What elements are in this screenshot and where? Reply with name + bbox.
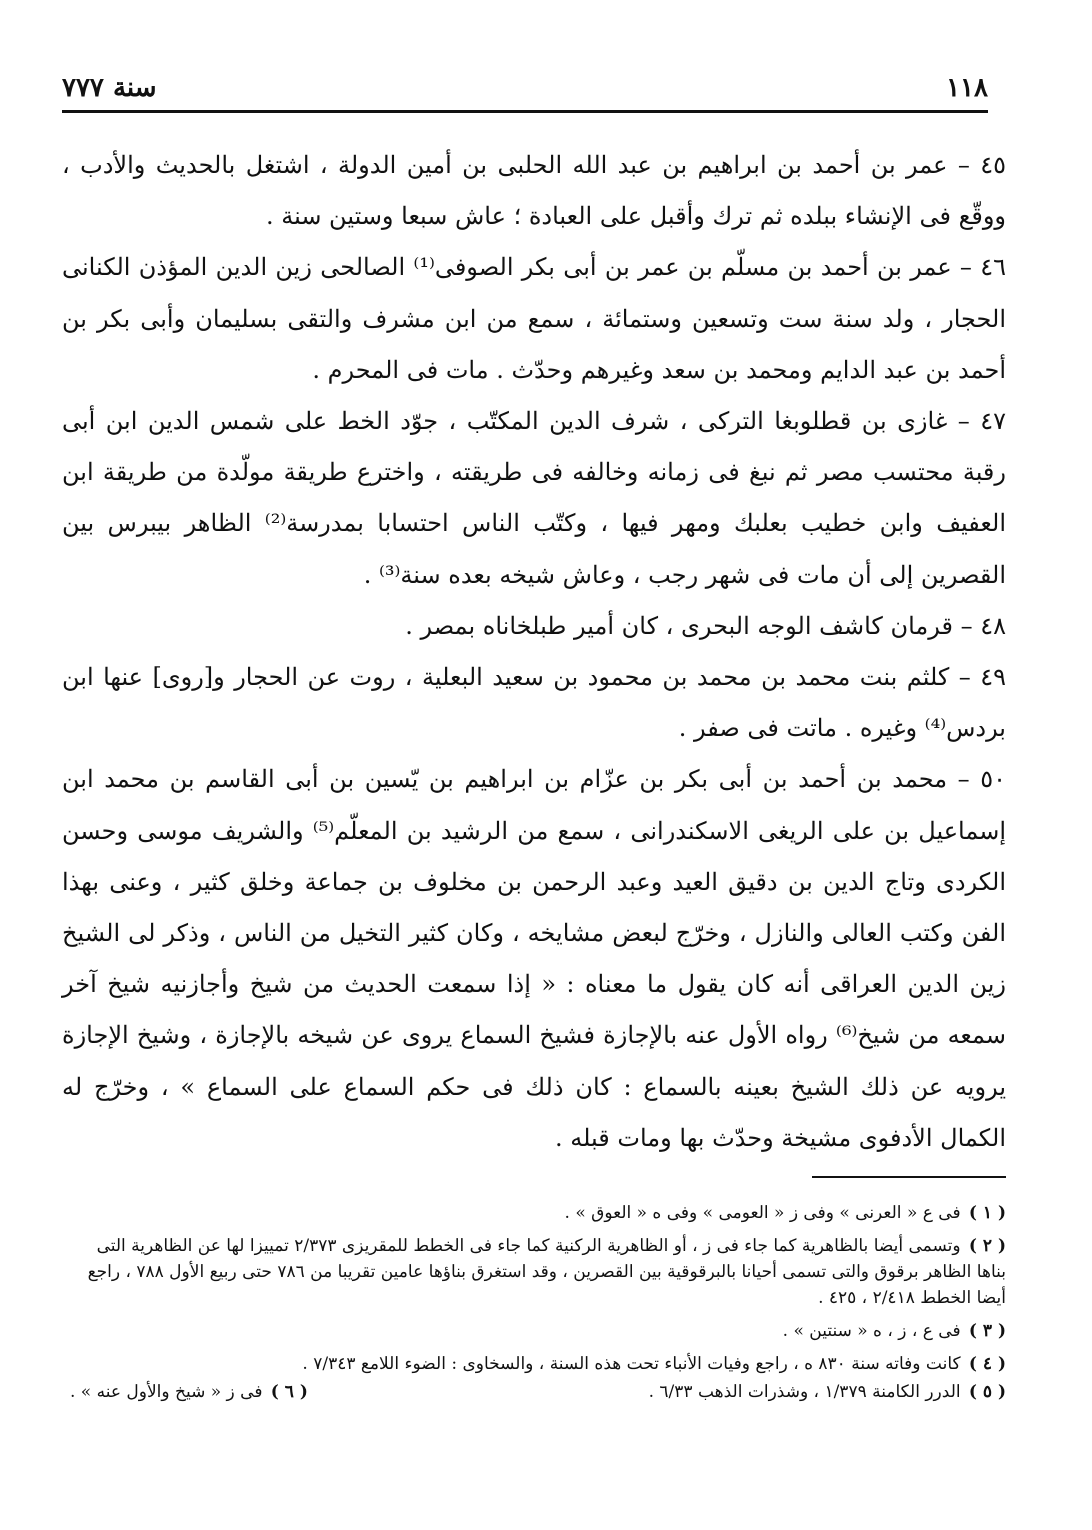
footnotes <box>70 1200 1006 1412</box>
footnote-1 <box>70 1200 1006 1226</box>
footnote-4 <box>70 1351 1006 1377</box>
footnote-row-5-6 <box>70 1379 1006 1405</box>
entry-50 <box>62 754 1006 1164</box>
footnote-mark: ( ٥ ) <box>968 1382 1006 1402</box>
entry-48 <box>62 601 1006 652</box>
entry-49 <box>62 652 1006 754</box>
main-text <box>62 140 1006 1164</box>
footnote-mark: ( ٢ ) <box>968 1236 1006 1256</box>
page-header <box>62 68 988 112</box>
footnote-mark: ( ٦ ) <box>270 1382 308 1402</box>
entry-text: ٥٠ – محمد بن أحمد بن أبى بكر بن عزّام بن ابراهيم بن يّسين بن أبى القاسم بن محمد ابن إسماعيل بن على الريغى الاسكندرانى ، سمع من الرشيد بن المعلّم⁽⁵⁾ والشريف موسى وحسن الكردى وتاج الدين بن دقيق العيد وعبد الرحمن بن مخلوف بن جماعة وخلق كثير ، وعنى بهذا الفن وكتب العالى والنازل ، وخرّج لبعض مشايخه ، وكان كثير التخيل من الناس ، وذكر لى الشيخ زين الدين العراقى أنه كان يقول ما معناه : « إذا سمعت الحديث من شيخ وأجازنيه شيخ آخر سمعه من شيخ⁽⁶⁾ رواه الأول عنه بالإجازة فشيخ السماع يروى عن شيخه بالإجازة ، وشيخ الإجازة يرويه عن ذلك الشيخ بعينه بالسماع : كان ذلك فى حكم السماع على السماع » ، وخرّج له الكمال الأدفوى مشيخة وحدّث بها ومات قبله . <box>62 765 1007 1152</box>
footnote-6 <box>70 1379 308 1405</box>
entry-text: ٤٧ – غازى بن قطلوبغا التركى ، شرف الدين المكتّب ، جوّد الخط على شمس الدين ابن أبى رقبة محتسب مصر ثم نبغ فى زمانه وخالفه فى طريقته ، واخترع طريقة مولّدة من طريقة ابن العفيف وابن خطيب بعلبك ومهر فيها ، وكتّب الناس احتسابا بمدرسة⁽²⁾ الظاهر بيبرس بين القصرين إلى أن مات فى شهر رجب ، وعاش شيخه بعده سنة⁽³⁾ . <box>62 407 1006 589</box>
header-rule <box>62 110 988 113</box>
footnote-5 <box>649 1379 1006 1405</box>
footnote-text: فى ز « شيخ والأول عنه » . <box>70 1382 263 1402</box>
footnote-text: كانت وفاته سنة ٨٣٠ ه ، راجع وفيات الأنباء تحت هذه السنة ، والسخاوى : الضوء اللامع ٧/٣٤٣ . <box>302 1354 961 1374</box>
footnote-mark: ( ٤ ) <box>968 1354 1006 1374</box>
footnote-mark: ( ٣ ) <box>968 1321 1006 1341</box>
entry-45 <box>62 140 1006 242</box>
running-head-year: سنة ٧٧٧ <box>62 73 157 103</box>
footnote-2 <box>70 1233 1006 1311</box>
entry-text: ٤٩ – كلثم بنت محمد بن محمد بن محمود بن سعيد البعلية ، روت عن الحجار و[روى] عنها ابن بردس⁽⁴⁾ وغيره . ماتت فى صفر . <box>62 663 1006 743</box>
entry-47 <box>62 396 1006 601</box>
entry-text: ٤٥ – عمر بن أحمد بن ابراهيم بن عبد الله الحلبى بن أمين الدولة ، اشتغل بالحديث والأدب ، ووقّع فى الإنشاء ببلده ثم ترك وأقبل على العبادة ؛ عاش سبعا وستين سنة . <box>62 151 1006 231</box>
footnote-text: فى ع ، ز ، ه « سنتين » . <box>782 1321 961 1341</box>
footnote-text: فى ع « العرنى » وفى ز « العومى » وفى ه « العوق » . <box>564 1203 961 1223</box>
page-number: ١١٨ <box>946 73 988 103</box>
entry-text: ٤٦ – عمر بن أحمد بن مسلّم بن عمر بن أبى بكر الصوفى⁽¹⁾ الصالحى زين الدين المؤذن الكنانى الحجار ، ولد سنة ست وتسعين وستمائة ، سمع من ابن مشرف والتقى بسليمان وأبى بكر بن أحمد بن عبد الدايم ومحمد بن سعد وغيرهم وحدّث . مات فى المحرم . <box>62 253 1006 384</box>
entry-46 <box>62 242 1006 396</box>
footnote-mark: ( ١ ) <box>968 1203 1006 1223</box>
footnote-text: وتسمى أيضا بالظاهرية كما جاء فى ز ، أو الظاهرية الركنية كما جاء فى الخطط للمقريزى ٢/٣٧٣ تمييزا لها عن الظاهرية التى بناها الظاهر برقوق والتى تسمى أحيانا بالبرقوقية بين القصرين ، وقد استغرق بناؤها عامين تقريبا من ٧٨٦ حتى ربيع الأول ٧٨٨ ، راجع أيضا الخطط ٢/٤١٨ ، ٤٢٥ . <box>87 1236 1006 1308</box>
footnote-rule <box>812 1176 1006 1178</box>
footnote-3 <box>70 1318 1006 1344</box>
entry-text: ٤٨ – قرمان كاشف الوجه البحرى ، كان أمير طبلخاناه بمصر . <box>405 611 1006 640</box>
footnote-text: الدرر الكامنة ١/٣٧٩ ، وشذرات الذهب ٦/٣٣ . <box>648 1382 961 1402</box>
